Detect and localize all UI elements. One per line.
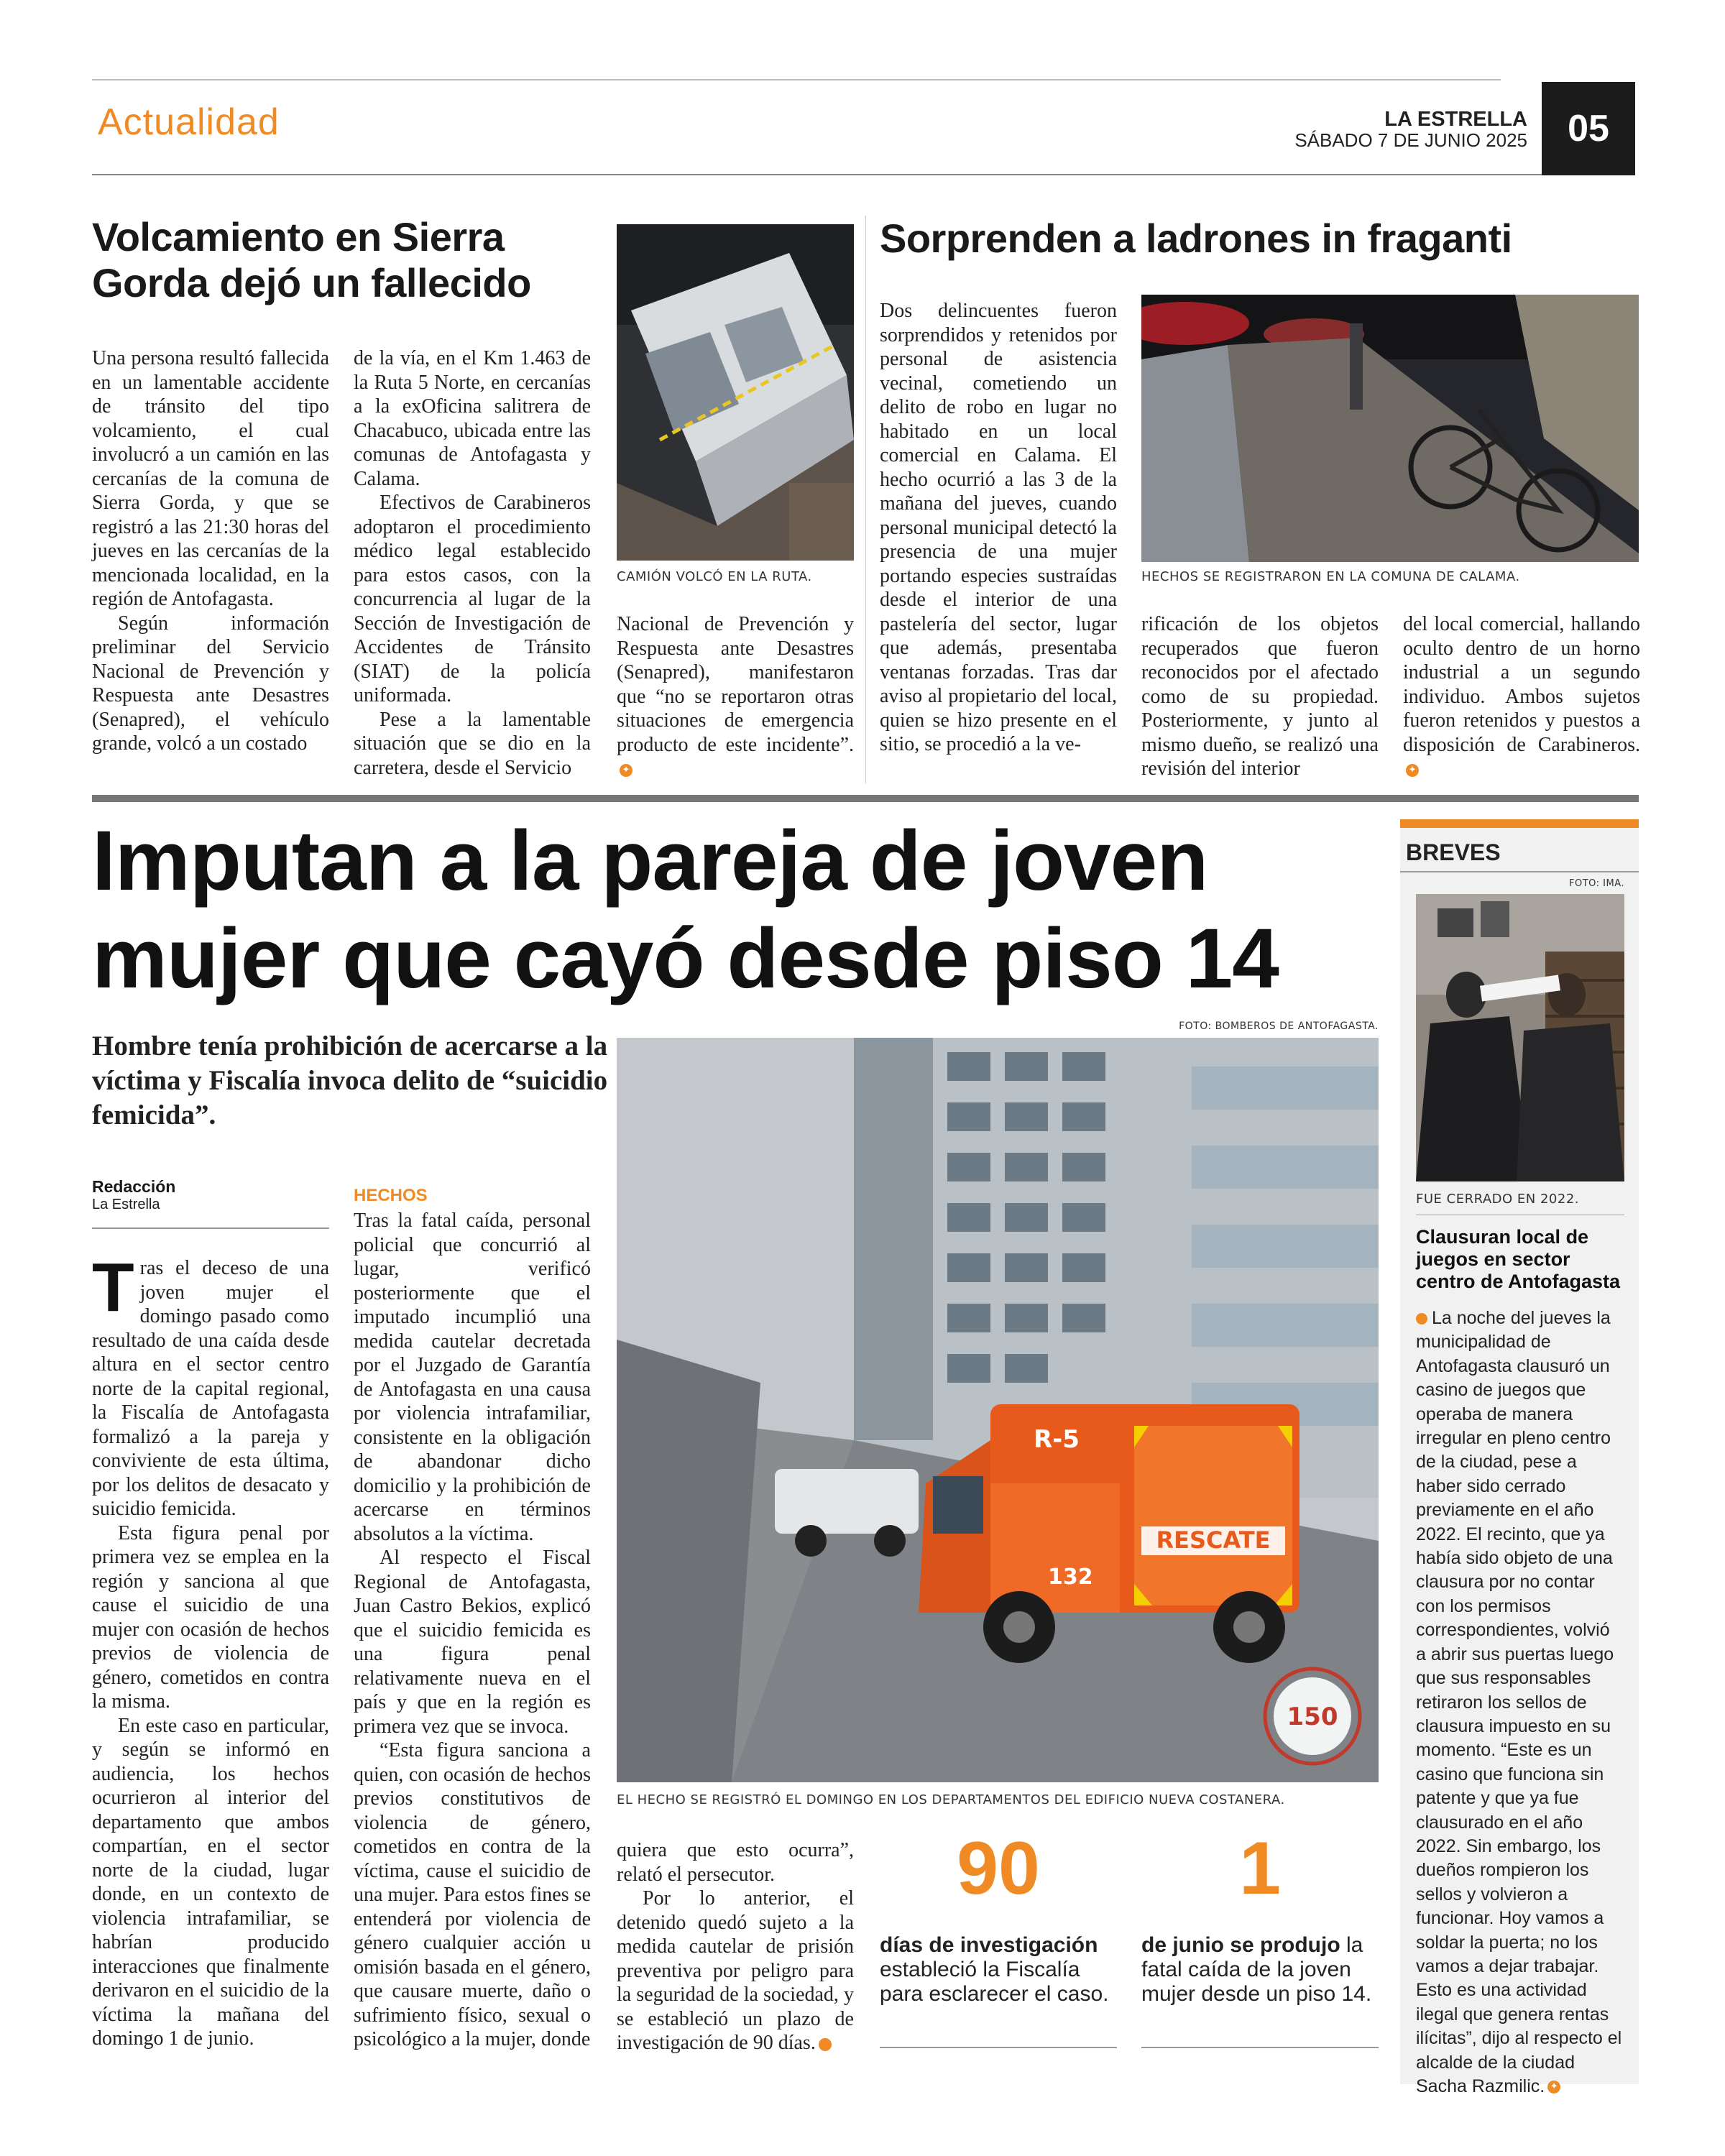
main-p7: quiera que esto ocurra”, relató el persecutor. [617,1839,854,1886]
main-headline-line1: Imputan a la pareja de joven [92,814,1208,908]
story1-p1: Una persona resultó fallecida en un lamentable accidente de tránsito del tipo volcamiento, el cual involucró a un camión en las cercanías de la comuna de Sierra Gorda, y que se registró a las 21:30 horas del jueves en las cercanías de la mencionada localidad, en la región de Antofagasta. [92,347,329,610]
top-column-divider [865,216,866,783]
breves-title: Clausuran local de juegos en sector centro de Antofagasta [1416,1226,1621,1292]
story1-p4: Efectivos de Carabineros adoptaron el procedimiento médico legal establecido para estos casos, con la concurrencia al lugar de la Sección de Investigación de Accidentes de Tránsito (SIAT) de la policía uniformada. [354,492,591,706]
section-label: Actualidad [98,101,280,143]
end-mark-icon: ✦ [1547,2081,1560,2093]
story1-col1 [92,346,329,756]
story2-p3: del local comercial, hallando oculto dentro de un horno industrial a un segundo individuo. Ambos sujetos fueron retenidos y puestos a disposición de Carabineros. [1403,613,1640,756]
main-headline [92,812,1386,1008]
story1-title-line1: Volcamiento en Sierra [92,214,505,259]
stat-1-number: 1 [1239,1827,1281,1910]
truck-unit-text: R-5 [1034,1425,1080,1454]
top-rule [92,79,1501,80]
main-p6: “Esta figura sanciona a quien, con ocasión de hechos previos constitutivos de violencia de género, cometidos en contra de la víctima, cause el suicidio de una mujer. Para estos fines se entenderá por violencia de género cualquier acción u omisión basada en el género, que causare muerte, daño o sufrimiento físico, sexual o psicológico a la mujer, donde [354,1739,591,2050]
night-street-bicycle-illustration [1141,295,1639,562]
stat-90-number: 90 [957,1827,1040,1910]
drop-cap: T [92,1249,134,1326]
byline-name: Redacción [92,1177,176,1196]
breves-text: La noche del jueves la municipalidad de Antofagasta clausuró un casino de juegos que operaba de manera irregular en pleno centro de la ciudad, pese a haber sido cerrado previamente en el año 2022. El recinto, que ya había sido objeto de una clausura por no contar con los permisos correspondientes, volvió a abrir sus puertas luego que sus responsables retiraron los sellos de clausura impuesto en su momento. “Este es un casino que funciona sin patente y que ya fue clausurado en el año 2022. Sin embargo, los dueños rompieron los sellos y volvieron a funcionar. Hoy vamos a soldar la puerta; no los vamos a dejar trabajar. Esto es una actividad ilegal que genera rentas ilícitas”, dijo al respecto el alcalde de la ciudad Sacha Razmilic. [1416,1308,1622,2096]
story1-col3 [617,612,854,781]
story1-photo [617,224,854,561]
story2-col2 [1141,612,1379,781]
end-mark-icon: ✦ [819,2038,832,2051]
page-number-text: 05 [1568,108,1609,149]
stat-1-bold: de junio se produjo [1141,1933,1340,1957]
rescue-truck-building-illustration [617,1038,1379,1782]
stat-90-rest: estableció la Fiscalía para esclarecer el caso. [880,1958,1109,2006]
main-p2: Esta figura penal por primera vez se emplea en la región y sanciona al que cause el suicidio de una mujer con ocasión de hechos previos de violencia de género, cometidos en contra la misma. [92,1521,329,1713]
story2-photo [1141,295,1639,562]
stat-90-rule [880,2047,1117,2048]
story1-title-line2: Gorda dejó un fallecido [92,260,531,305]
main-photo-caption: EL HECHO SE REGISTRÓ EL DOMINGO EN LOS DEPARTAMENTOS DEL EDIFICIO NUEVA COSTANERA. [617,1792,1285,1807]
byline-rule [92,1227,329,1229]
story2-title: Sorprenden a ladrones in fraganti [880,216,1512,261]
main-p5: Al respecto el Fiscal Regional de Antofagasta, Juan Castro Bekios, explicó que el suicidio femicida es una figura penal relativamente nueva en el país y que en la región es primera vez que se invoca. [354,1547,591,1738]
header-rule [92,174,1542,175]
main-p3: En este caso en particular, y según se informó en audiencia, los hechos ocurrieron al interior del departamento que ambos compartían, en el sector norte de la ciudad, lugar donde, en un contexto de violencia intrafamiliar, se habrían producido interacciones que finalmente derivaron en el suicidio de la víctima la mañana del domingo 1 de junio. [92,1714,329,2050]
end-mark-icon: ✦ [620,764,632,777]
story1-p5: Pese a la lamentable situación que se dio en la carretera, desde el Servicio [354,708,591,779]
stat-90 [880,1825,1117,2007]
closure-photo-illustration [1416,894,1624,1181]
story2-p1: Dos delincuentes fueron sorprendidos y retenidos por personal de asistencia vecinal, cometiendo un delito de robo en lugar no habitado en un local comercial en Calama. El hecho ocurrió a las 3 de la mañana del jueves, cuando personal municipal detectó la presencia de una mujer portando especies sustraídas desde el interior de una pastelería del sector, lugar que además, presentaba ventanas forzadas. Tras dar aviso al propietario del local, quien se hizo presente en el sitio, se procedió a la ve- [880,300,1117,755]
main-col1 [92,1249,329,2051]
issue-date: SÁBADO 7 DE JUNIO 2025 [1294,129,1527,151]
story1-p6: Nacional de Prevención y Respuesta ante Desastres (Senapred), manifestaron que “no se reportaron otras situaciones de emergencia producto de este incidente”. [617,613,854,756]
stat-1 [1141,1825,1379,2007]
overturned-truck-illustration [617,224,854,561]
stat-90-bold: días de investigación [880,1933,1098,1957]
story1-title [92,214,595,306]
main-col3 [617,1838,854,2055]
breves-photo-credit: FOTO: IMA. [1568,878,1624,889]
breves-photo [1416,894,1624,1181]
breves-label-rule [1400,871,1639,872]
story1-p3: de la vía, en el Km 1.463 de la Ruta 5 Norte, en cercanías a la exOficina salitrera de Chacabuco, ubicada entre las comunas de Antofagasta y Calama. [354,347,591,490]
main-photo [617,1038,1379,1782]
byline-org: La Estrella [92,1197,160,1212]
story1-col2 [354,346,591,780]
story2-col3 [1403,612,1640,781]
bullet-dot-icon [1416,1313,1427,1325]
stat-1-rule [1141,2047,1379,2048]
main-col2 [354,1209,591,2052]
main-headline-line2: mujer que cayó desde piso 14 [92,911,1279,1006]
truck-rescate-text: RESCATE [1156,1526,1271,1554]
truck-number-text: 132 [1048,1565,1093,1590]
breves-body [1416,1307,1624,2099]
byline [92,1177,329,1213]
main-p8: Por lo anterior, el detenido quedó sujeto a la medida cautelar de prisión preventiva por peligro para la seguridad de la sociedad, y se estableció un plazo de investigación de 90 días. [617,1887,854,2054]
anniversary-badge-text: 150 [1287,1703,1338,1731]
subhead-hechos: HECHOS [354,1186,428,1205]
breves-photo-caption: FUE CERRADO EN 2022. [1416,1192,1580,1207]
stat-1-rest: la fatal caída de la joven mujer desde un piso 14. [1141,1933,1372,2006]
main-photo-credit: FOTO: BOMBEROS DE ANTOFAGASTA. [1179,1021,1379,1032]
section-separator [92,795,1639,802]
main-p1: ras el deceso de una joven mujer el domingo pasado como resultado de una caída desde altura en el sector centro norte de la capital regional, la Fiscalía de Antofagasta formalizó a la pareja y conviviente de esta última, por los delitos de desacato y suicidio femicida. [92,1257,329,1520]
story2-col1 [880,299,1117,757]
main-p4: Tras la fatal caída, personal policial que concurrió al lugar, verificó posteriormente que el imputado incumplió una medida cautelar decretada por el Juzgado de Garantía de Antofagasta en una causa por violencia intrafamiliar, consistente en la obligación de abandonar dicho domicilio y la prohibición de acercarse en términos absolutos a la víctima. [354,1210,591,1545]
page-number [1542,82,1635,175]
main-deck: Hombre tenía prohibición de acercarse a la víctima y Fiscalía invoca delito de “suicidio femicida”. [92,1031,608,1130]
story1-photo-caption: CAMIÓN VOLCÓ EN LA RUTA. [617,569,812,584]
paper-name: LA ESTRELLA [1384,108,1527,131]
end-mark-icon: ✦ [1406,764,1419,777]
story1-p2: Según información preliminar del Servicio Nacional de Prevención y Respuesta ante Desastres (Senapred), el vehículo grande, volcó a un costado [92,612,329,755]
story2-photo-caption: HECHOS SE REGISTRARON EN LA COMUNA DE CALAMA. [1141,569,1520,584]
story2-p2: rificación de los objetos recuperados que fueron reconocidos por el afectado como de su propiedad. Posteriormente, y junto al mismo dueño, se realizó una revisión del interior [1141,613,1379,780]
breves-label: BREVES [1406,839,1501,865]
breves-accent-bar [1400,819,1639,828]
